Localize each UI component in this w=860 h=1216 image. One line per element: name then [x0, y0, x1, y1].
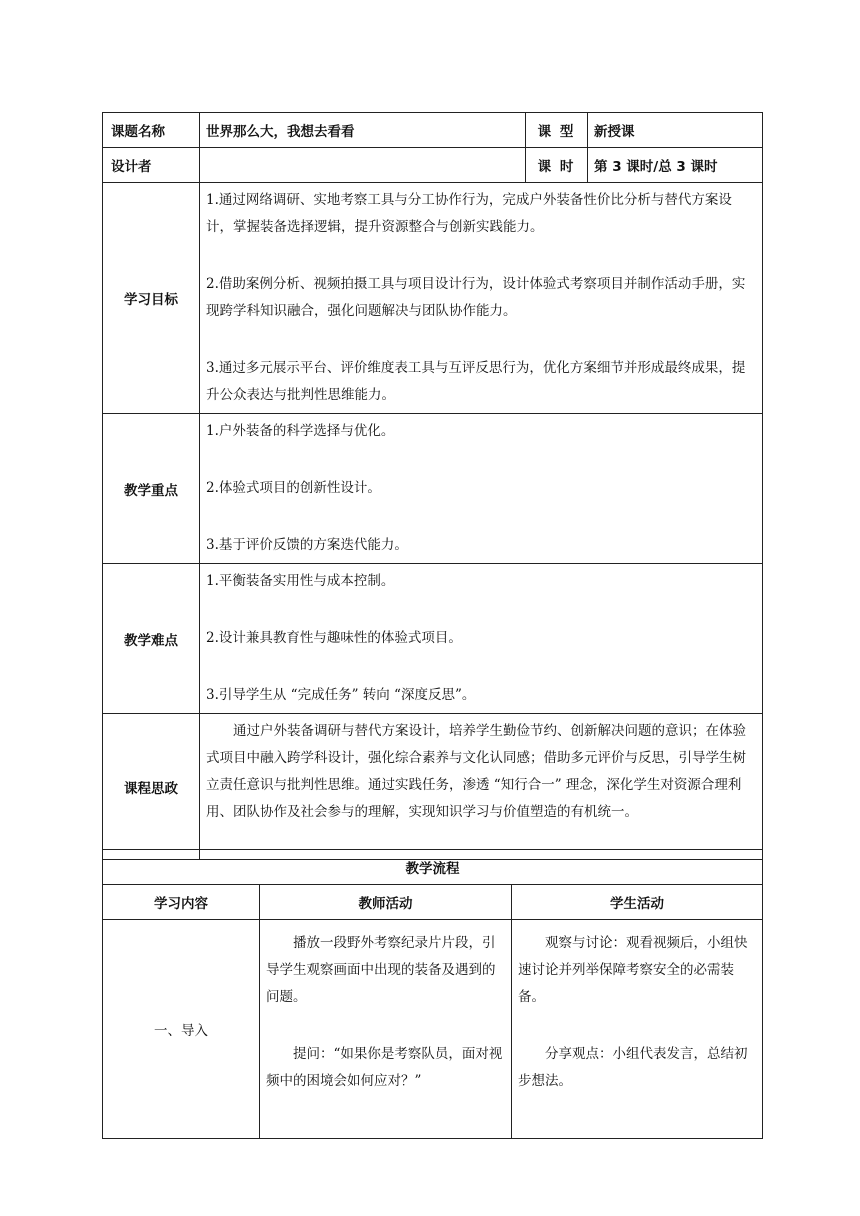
key-point-item: 2.体验式项目的创新性设计。 [206, 480, 381, 496]
period-value: 第 3 课时/总 3 课时 [588, 148, 763, 183]
flow-content-cell: 一、导入 [103, 920, 260, 1139]
ideology-content [200, 714, 763, 860]
ideology-text: 通过户外装备调研与替代方案设计，培养学生勤俭节约、创新解决问题的意识；在体验式项目中融入跨学科设计，强化综合素养与文化认同感；借助多元评价与反思，引导学生树立责任意识与批判性思维。通过实践任务，渗透 “知行合一” 理念，深化学生对资源合理利用、团队协作及社会参与的理解，实现知识学习与价值塑造的有机统一。 [206, 723, 746, 820]
flow-title-row [103, 850, 763, 885]
column-header-student: 学生活动 [512, 885, 763, 920]
designer-label: 设计者 [103, 148, 200, 183]
objectives-content [200, 183, 763, 414]
flow-header-row [103, 885, 763, 920]
objective-item: 3.通过多元展示平台、评价维度表工具与互评反思行为，优化方案细节并形成最终成果，提升公众表达与批判性思维能力。 [206, 360, 746, 403]
topic-label: 课题名称 [103, 113, 200, 148]
flow-title: 教学流程 [103, 850, 763, 885]
key-points-row [103, 414, 763, 564]
designer-row [103, 148, 763, 183]
student-activity-item: 分享观点：小组代表发言，总结初步想法。 [518, 1046, 748, 1089]
difficulties-row [103, 564, 763, 714]
period-label: 课 时 [526, 148, 588, 183]
key-point-item: 3.基于评价反馈的方案迭代能力。 [206, 537, 408, 553]
topic-row [103, 113, 763, 148]
difficulties-label: 教学难点 [103, 564, 200, 714]
teacher-activity-cell [260, 920, 512, 1139]
ideology-row [103, 714, 763, 860]
topic-value: 世界那么大，我想去看看 [200, 113, 526, 148]
student-activity-item: 观察与讨论：观看视频后，小组快速讨论并列举保障考察安全的必需装备。 [518, 935, 748, 1005]
difficulties-content [200, 564, 763, 714]
lesson-info-table [102, 112, 763, 860]
key-points-label: 教学重点 [103, 414, 200, 564]
objective-item: 1.通过网络调研、实地考察工具与分工协作行为，完成户外装备性价比分析与替代方案设计，掌握装备选择逻辑，提升资源整合与创新实践能力。 [206, 192, 732, 235]
teaching-flow-table [102, 849, 763, 1139]
objective-item: 2.借助案例分析、视频拍摄工具与项目设计行为，设计体验式考察项目并制作活动手册，实现跨学科知识融合，强化问题解决与团队协作能力。 [206, 276, 746, 319]
difficulty-item: 2.设计兼具教育性与趣味性的体验式项目。 [206, 630, 462, 646]
ideology-label: 课程思政 [103, 714, 200, 860]
designer-value [200, 148, 526, 183]
objectives-label: 学习目标 [103, 183, 200, 414]
difficulty-item: 1.平衡装备实用性与成本控制。 [206, 573, 395, 589]
column-header-content: 学习内容 [103, 885, 260, 920]
teacher-activity-item: 提问：“如果你是考察队员，面对视频中的困境会如何应对？” [266, 1046, 503, 1089]
key-points-content [200, 414, 763, 564]
type-value: 新授课 [588, 113, 763, 148]
flow-row [103, 920, 763, 1139]
key-point-item: 1.户外装备的科学选择与优化。 [206, 423, 395, 439]
objectives-row [103, 183, 763, 414]
column-header-teacher: 教师活动 [260, 885, 512, 920]
type-label: 课 型 [526, 113, 588, 148]
teacher-activity-item: 播放一段野外考察纪录片片段，引导学生观察画面中出现的装备及遇到的问题。 [266, 935, 496, 1005]
difficulty-item: 3.引导学生从 “完成任务” 转向 “深度反思”。 [206, 687, 476, 703]
student-activity-cell [512, 920, 763, 1139]
